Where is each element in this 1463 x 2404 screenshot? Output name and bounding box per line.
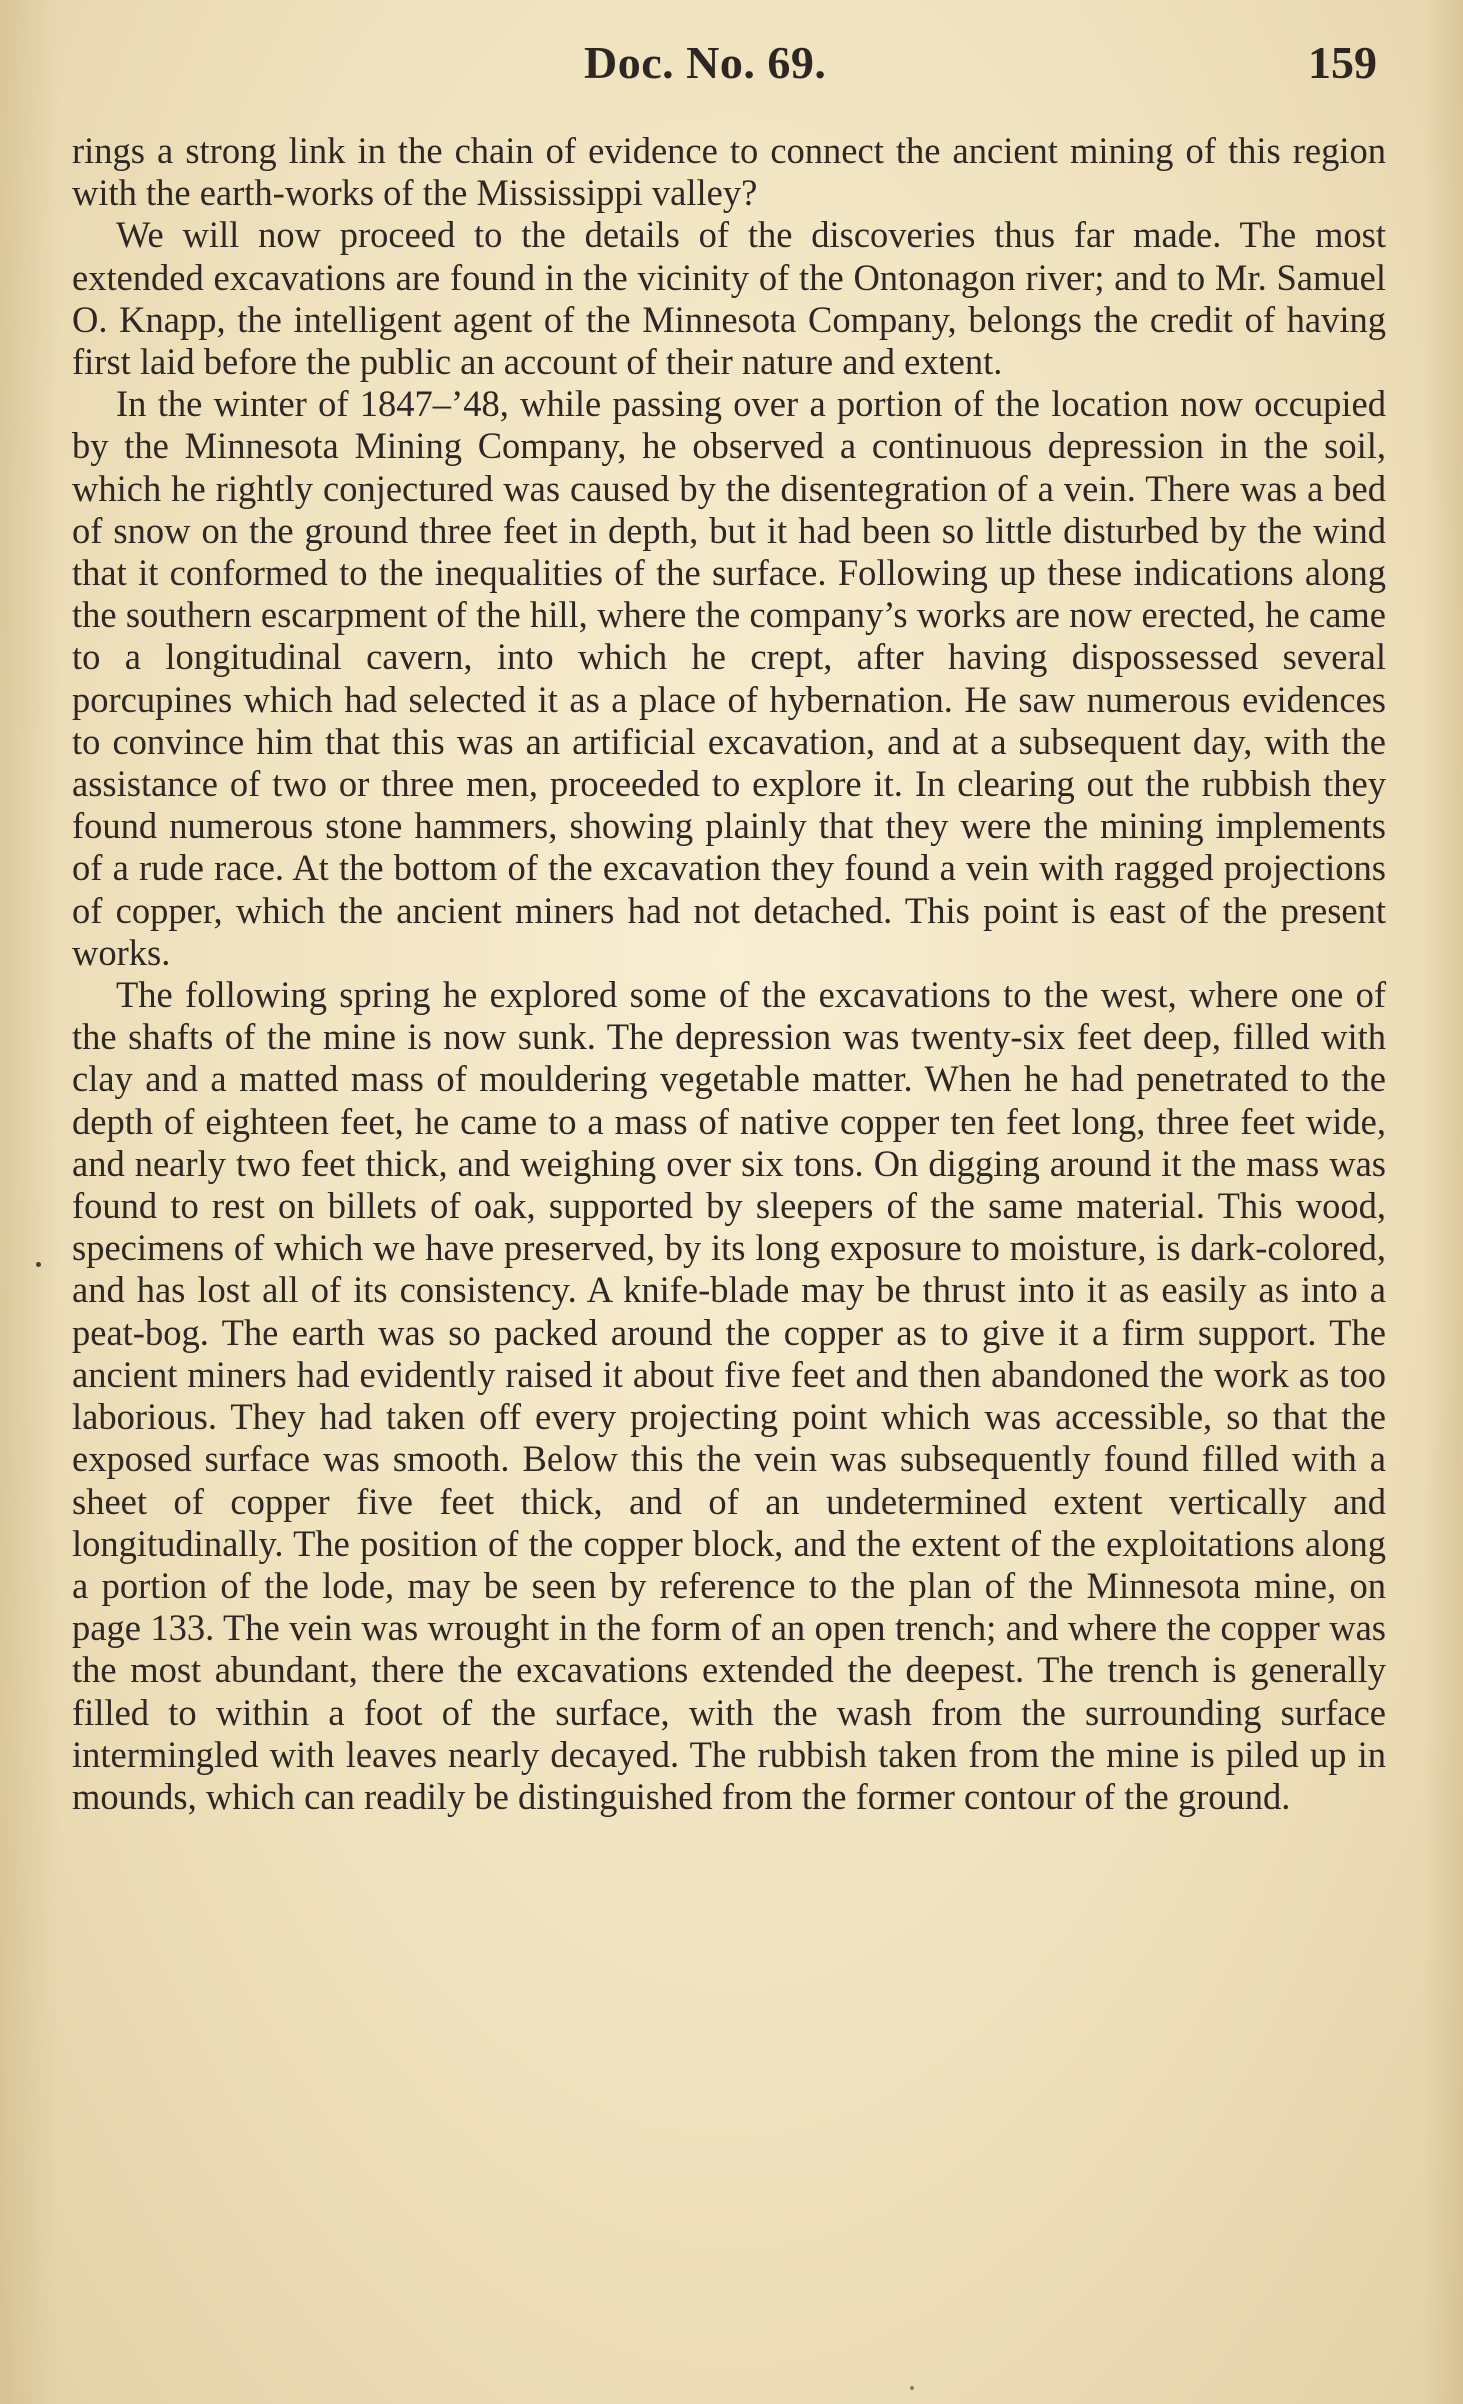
paragraph-winter-1847: In the winter of 1847–’48, while passing over a portion of the location now occupied by the Minnesota Mining Company, he observed a continuous depression in the soil, which he rightly conjectured was caused by the disentegration of a vein. There was a bed of snow on the ground three feet in depth, but it had been so little disturbed by the wind that it conformed to the inequalities of the surface. Following up these indications along the southern escarpment of the hill, where the company’s works are now erected, he came to a longitudinal cavern, into which he crept, after having dispossessed several porcupines which had selected it as a place of hybernation. He saw numerous evidences to convince him that this was an artificial excavation, and at a subsequent day, with the assistance of two or three men, proceeded to explore it. In clearing out the rubbish they found numerous stone hammers, showing plainly that they were the mining implements of a rude race. At the bottom of the excavation they found a vein with ragged projections of copper, which the ancient miners had not detached. This point is east of the present works.: [72, 383, 1386, 973]
body-text: [72, 130, 1386, 1818]
paragraph-discoveries: We will now proceed to the details of the discoveries thus far made. The most extended excavations are found in the vicinity of the Ontonagon river; and to Mr. Samuel O. Knapp, the intelligent agent of the Minnesota Company, belongs the credit of having first laid before the public an account of their nature and extent.: [72, 214, 1386, 383]
ink-speck: [36, 1262, 41, 1267]
paragraph-continuation: rings a strong link in the chain of evidence to connect the ancient mining of this region with the earth-works of the Mississippi valley?: [72, 130, 1386, 214]
running-head: Doc. No. 69.: [584, 37, 827, 88]
paragraph-following-spring: The following spring he explored some of the excavations to the west, where one of the shafts of the mine is now sunk. The depression was twenty-six feet deep, filled with clay and a matted mass of mouldering vegetable matter. When he had penetrated to the depth of eighteen feet, he came to a mass of native copper ten feet long, three feet wide, and nearly two feet thick, and weighing over six tons. On digging around it the mass was found to rest on billets of oak, supported by sleepers of the same material. This wood, specimens of which we have preserved, by its long exposure to moisture, is dark-colored, and has lost all of its consistency. A knife-blade may be thrust into it as easily as into a peat-bog. The earth was so packed around the copper as to give it a firm support. The ancient miners had evidently raised it about five feet and then abandoned the work as too laborious. They had taken off every projecting point which was accessible, so that the exposed surface was smooth. Below this the vein was subsequently found filled with a sheet of copper five feet thick, and of an undetermined extent vertically and longitudinally. The position of the copper block, and the extent of the exploitations along a portion of the lode, may be seen by reference to the plan of the Minnesota mine, on page 133. The vein was wrought in the form of an open trench; and where the copper was the most abundant, there the excavations extended the deepest. The trench is generally filled to within a foot of the surface, with the wash from the surrounding surface intermingled with leaves nearly decayed. The rubbish taken from the mine is piled up in mounds, which can readily be distinguished from the former contour of the ground.: [72, 974, 1386, 1817]
page-number: 159: [1308, 37, 1377, 88]
page-header: [72, 28, 1391, 98]
ink-speck: [910, 2386, 914, 2390]
